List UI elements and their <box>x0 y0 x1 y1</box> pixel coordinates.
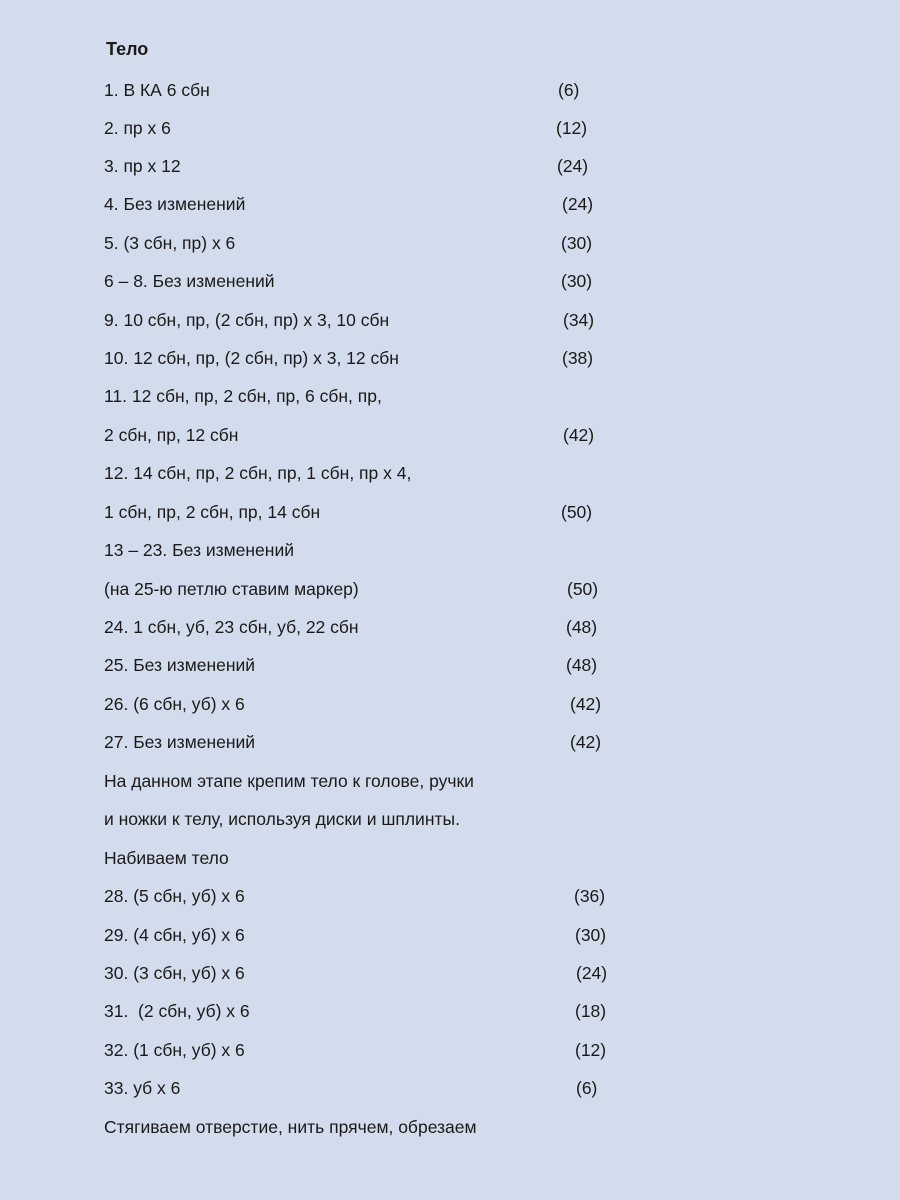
stitch-count: (42) <box>563 425 595 445</box>
pattern-row-text: и ножки к телу, используя диски и шплинты. <box>104 809 460 829</box>
pattern-row-text: Набиваем тело <box>104 848 229 868</box>
stitch-count: (30) <box>575 925 607 945</box>
stitch-count: (30) <box>561 271 593 291</box>
stitch-count: (50) <box>567 579 599 599</box>
stitch-count: (24) <box>557 156 589 176</box>
pattern-row-text: 2. пр х 6 <box>104 118 171 138</box>
stitch-count: (12) <box>556 118 588 138</box>
pattern-row-text: 3. пр х 12 <box>104 156 181 176</box>
stitch-count: (48) <box>566 655 598 675</box>
pattern-row-text: 32. (1 сбн, уб) х 6 <box>104 1040 245 1060</box>
pattern-row-text: 6 – 8. Без изменений <box>104 271 275 291</box>
pattern-row-text: 24. 1 сбн, уб, 23 сбн, уб, 22 сбн <box>104 617 359 637</box>
pattern-row-text: На данном этапе крепим тело к голове, ручки <box>104 771 474 791</box>
pattern-row-text: 29. (4 сбн, уб) х 6 <box>104 925 245 945</box>
pattern-row-text: 25. Без изменений <box>104 655 256 675</box>
stitch-count: (18) <box>575 1001 607 1021</box>
stitch-count: (36) <box>574 886 606 906</box>
stitch-count: (34) <box>563 310 595 330</box>
pattern-row-text: 2 сбн, пр, 12 сбн <box>104 425 239 445</box>
pattern-row-text: 1. В КА 6 сбн <box>104 80 210 100</box>
pattern-row-text: 28. (5 сбн, уб) х 6 <box>104 886 245 906</box>
pattern-row-text: 31. (2 сбн, уб) х 6 <box>104 1001 250 1021</box>
pattern-row-text: 5. (3 сбн, пр) х 6 <box>104 233 236 253</box>
stitch-count: (6) <box>576 1078 598 1098</box>
pattern-row-text: 26. (6 сбн, уб) х 6 <box>104 694 245 714</box>
stitch-count: (42) <box>570 694 602 714</box>
stitch-count: (24) <box>576 963 608 983</box>
stitch-count: (6) <box>558 80 580 100</box>
pattern-row-text: 13 – 23. Без изменений <box>104 540 295 560</box>
pattern-row-text: 1 сбн, пр, 2 сбн, пр, 14 сбн <box>104 502 321 522</box>
pattern-row-text: 33. уб х 6 <box>104 1078 181 1098</box>
pattern-row-text: 4. Без изменений <box>104 194 246 214</box>
section-title: Тело <box>106 39 149 59</box>
stitch-count: (38) <box>562 348 594 368</box>
stitch-count: (42) <box>570 732 602 752</box>
pattern-row-text: 11. 12 сбн, пр, 2 сбн, пр, 6 сбн, пр, <box>104 386 382 406</box>
pattern-row-text: Стягиваем отверстие, нить прячем, обрезаем <box>104 1117 477 1137</box>
pattern-row-text: 9. 10 сбн, пр, (2 сбн, пр) х 3, 10 сбн <box>104 310 390 330</box>
stitch-count: (24) <box>562 194 594 214</box>
stitch-count: (12) <box>575 1040 607 1060</box>
pattern-row-text: (на 25-ю петлю ставим маркер) <box>104 579 359 599</box>
pattern-row-text: 10. 12 сбн, пр, (2 сбн, пр) х 3, 12 сбн <box>104 348 399 368</box>
stitch-count: (30) <box>561 233 593 253</box>
stitch-count: (50) <box>561 502 593 522</box>
pattern-row-text: 12. 14 сбн, пр, 2 сбн, пр, 1 сбн, пр х 4, <box>104 463 412 483</box>
pattern-row-text: 27. Без изменений <box>104 732 256 752</box>
stitch-count: (48) <box>566 617 598 637</box>
pattern-row-text: 30. (3 сбн, уб) х 6 <box>104 963 245 983</box>
